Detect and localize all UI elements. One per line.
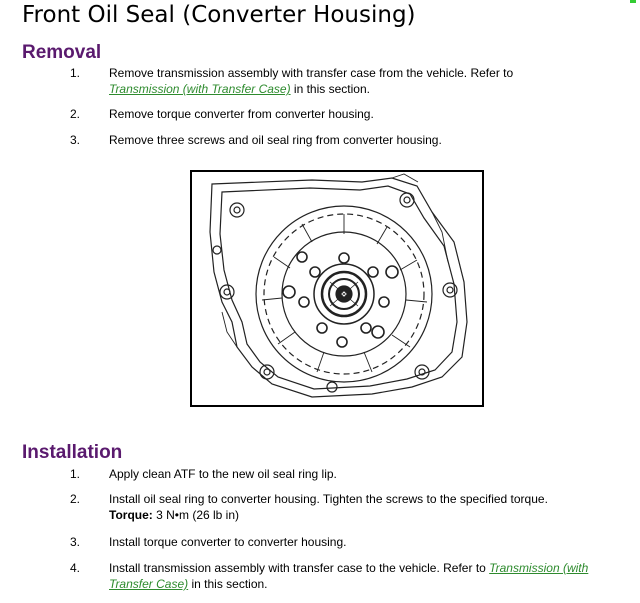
step-text-after: in this section.: [290, 82, 370, 96]
installation-heading: Installation: [22, 442, 123, 463]
step-text: Install oil seal ring to converter housing. Tighten the screws to the specified torque.: [109, 492, 548, 506]
step-text: Install transmission assembly with transfer case to the vehicle. Refer to: [109, 561, 490, 575]
converter-housing-illustration: [190, 170, 484, 407]
step-text: Apply clean ATF to the new oil seal ring lip.: [109, 467, 337, 481]
step-number: 3.: [70, 133, 81, 147]
step-number: 2.: [70, 107, 81, 121]
page-title: Front Oil Seal (Converter Housing): [22, 2, 416, 28]
step-number: 1.: [70, 467, 81, 481]
step-text: Install torque converter to converter housing.: [109, 535, 347, 549]
corner-mark: [630, 0, 636, 3]
torque-value: 3 N•m (26 lb in): [152, 508, 240, 522]
transmission-link[interactable]: Transmission (with Transfer Case): [109, 561, 589, 591]
step-text: Remove transmission assembly with transfer case from the vehicle. Refer to: [109, 66, 514, 80]
step-number: 1.: [70, 66, 81, 80]
step-number: 3.: [70, 535, 81, 549]
transmission-link[interactable]: Transmission (with Transfer Case): [109, 82, 291, 96]
step-text: Remove three screws and oil seal ring from converter housing.: [109, 133, 442, 147]
torque-label: Torque:: [109, 508, 153, 522]
step-text-after: in this section.: [188, 577, 268, 591]
step-number: 2.: [70, 492, 81, 506]
step-text: Remove torque converter from converter housing.: [109, 107, 374, 121]
step-number: 4.: [70, 561, 81, 575]
removal-heading: Removal: [22, 42, 102, 63]
